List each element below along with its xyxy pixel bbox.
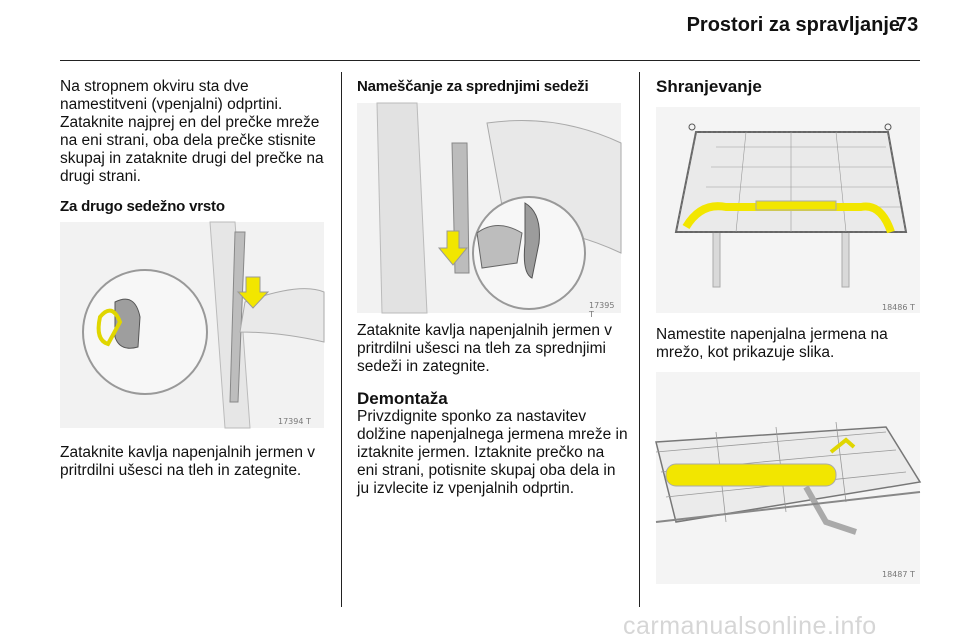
figure-caption: Zataknite kavlja napenjalnih jermen v pritrdilni ušesci na tleh za sprednjimi sedeži in zategnite.	[357, 322, 613, 375]
figure-number: 17394 T	[278, 417, 311, 426]
illustration-front-seat-hook	[357, 103, 621, 313]
illustration-seat-strap	[60, 222, 324, 428]
figure-net-rolled	[656, 372, 920, 584]
header-rule	[60, 60, 920, 61]
subheading-second-row: Za drugo sedežno vrsto	[60, 198, 225, 215]
section-heading-storage: Shranjevanje	[656, 77, 762, 96]
watermark-text: carmanualsonline.info	[623, 612, 877, 640]
removal-instructions: Privzdignite sponko za nastavitev dolžine napenjalnega jermena mreže in iztaknite jermen. Iztaknite prečko na eni strani, potisnite skupaj oba dela in ju izvlecite iz vpenjalnih odprtin.	[357, 408, 628, 497]
figure-number: 17395 T	[589, 301, 615, 319]
figure-caption: Namestite napenjalna jermena na mrežo, kot prikazuje slika.	[656, 326, 888, 361]
column-2-lower	[357, 322, 629, 498]
figure-caption: Zataknite kavlja napenjalnih jermen v pritrdilni ušesci na tleh in zategnite.	[60, 444, 316, 479]
column-1-caption	[60, 444, 332, 480]
column-divider	[341, 72, 342, 607]
figure-front-seats-strap	[357, 103, 621, 319]
subheading-front-seats: Nameščanje za sprednjimi sedeži	[357, 78, 589, 95]
figure-number: 18486 T	[882, 303, 915, 312]
illustration-cargo-net	[656, 107, 920, 313]
page-number: 73	[896, 14, 919, 36]
column-3-caption	[656, 326, 926, 362]
figure-number: 18487 T	[882, 570, 915, 579]
column-divider	[639, 72, 640, 607]
intro-paragraph: Na stropnem okviru sta dve namestitveni (vpenjalni) odprtini. Zataknite najprej en del prečke mreže na eni strani, oba dela prečke stisnite skupaj in zataknite drugi del prečke na drugi strani.	[60, 78, 324, 185]
page-header-title: Prostori za spravljanje	[686, 14, 900, 36]
column-3	[656, 78, 926, 96]
figure-net-folded	[656, 107, 920, 313]
column-2	[357, 78, 629, 96]
figure-second-row-strap	[60, 222, 324, 428]
column-1	[60, 78, 332, 216]
illustration-rolled-net	[656, 372, 920, 584]
section-heading-removal: Demontaža	[357, 389, 448, 408]
